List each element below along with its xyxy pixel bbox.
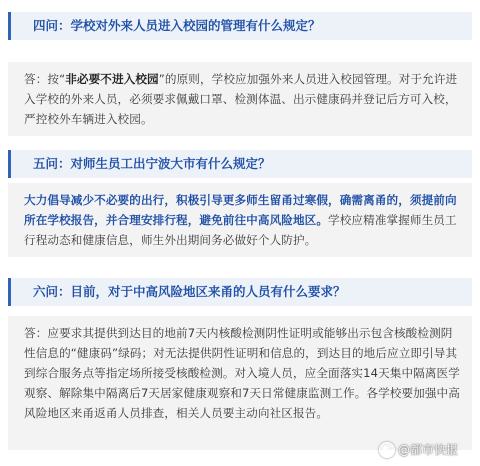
weibo-logo-icon bbox=[379, 442, 395, 458]
watermark bbox=[379, 441, 458, 458]
question-heading-5: 五问：对师生员工出宁波大市有什么规定？ bbox=[8, 150, 472, 178]
answer-4-prefix: 答：按“ bbox=[24, 72, 66, 86]
watermark-text: @都市快报 bbox=[397, 443, 458, 457]
answer-4-suffix: ”的原则，学校应加强外来人员进入校园管理。对于允许进入学校的外来人员，必须要求佩戴口罩、检测体温、出示健康码并登记后方可入校，严控校外车辆进入校园。 bbox=[24, 72, 458, 126]
answer-5-emphasis: 大力倡导减少不必要的出行，积极引导更多师生留甬过寒假，确需离甬的，须提前向所在学校报告，并合理安排行程，避免前往中高风险地区。 bbox=[24, 193, 457, 227]
answer-block-4 bbox=[8, 62, 472, 136]
answer-block-6: 答：应要求其提供到达目的地前7天内核酸检测阴性证明或能够出示包含核酸检测阴性信息的“健康码”绿码；对无法提供阴性证明和信息的，到达目的地后应立即引导其到综合服务点等指定场所接受核酸检测。对入境人员，应全面落实14天集中隔离医学观察、解除集中隔离后7天居家健康观察和7天日常健康监测工作。各学校要加强中高风险地区来甬返甬人员排查，相关人员要主动向社区报告。 bbox=[8, 316, 472, 450]
answer-4-emphasis: 非必要不进入校园 bbox=[65, 72, 159, 86]
question-heading-6: 六问：目前，对于中高风险地区来甬的人员有什么要求？ bbox=[8, 278, 472, 306]
question-heading-4: 四问：学校对外来人员进入校园的管理有什么规定？ bbox=[8, 12, 472, 40]
answer-block-5 bbox=[8, 183, 472, 257]
answer-5-suffix: 学校应精准掌握师生员工行程动态和健康信息，师生外出期间务必做好个人防护。 bbox=[24, 213, 457, 247]
